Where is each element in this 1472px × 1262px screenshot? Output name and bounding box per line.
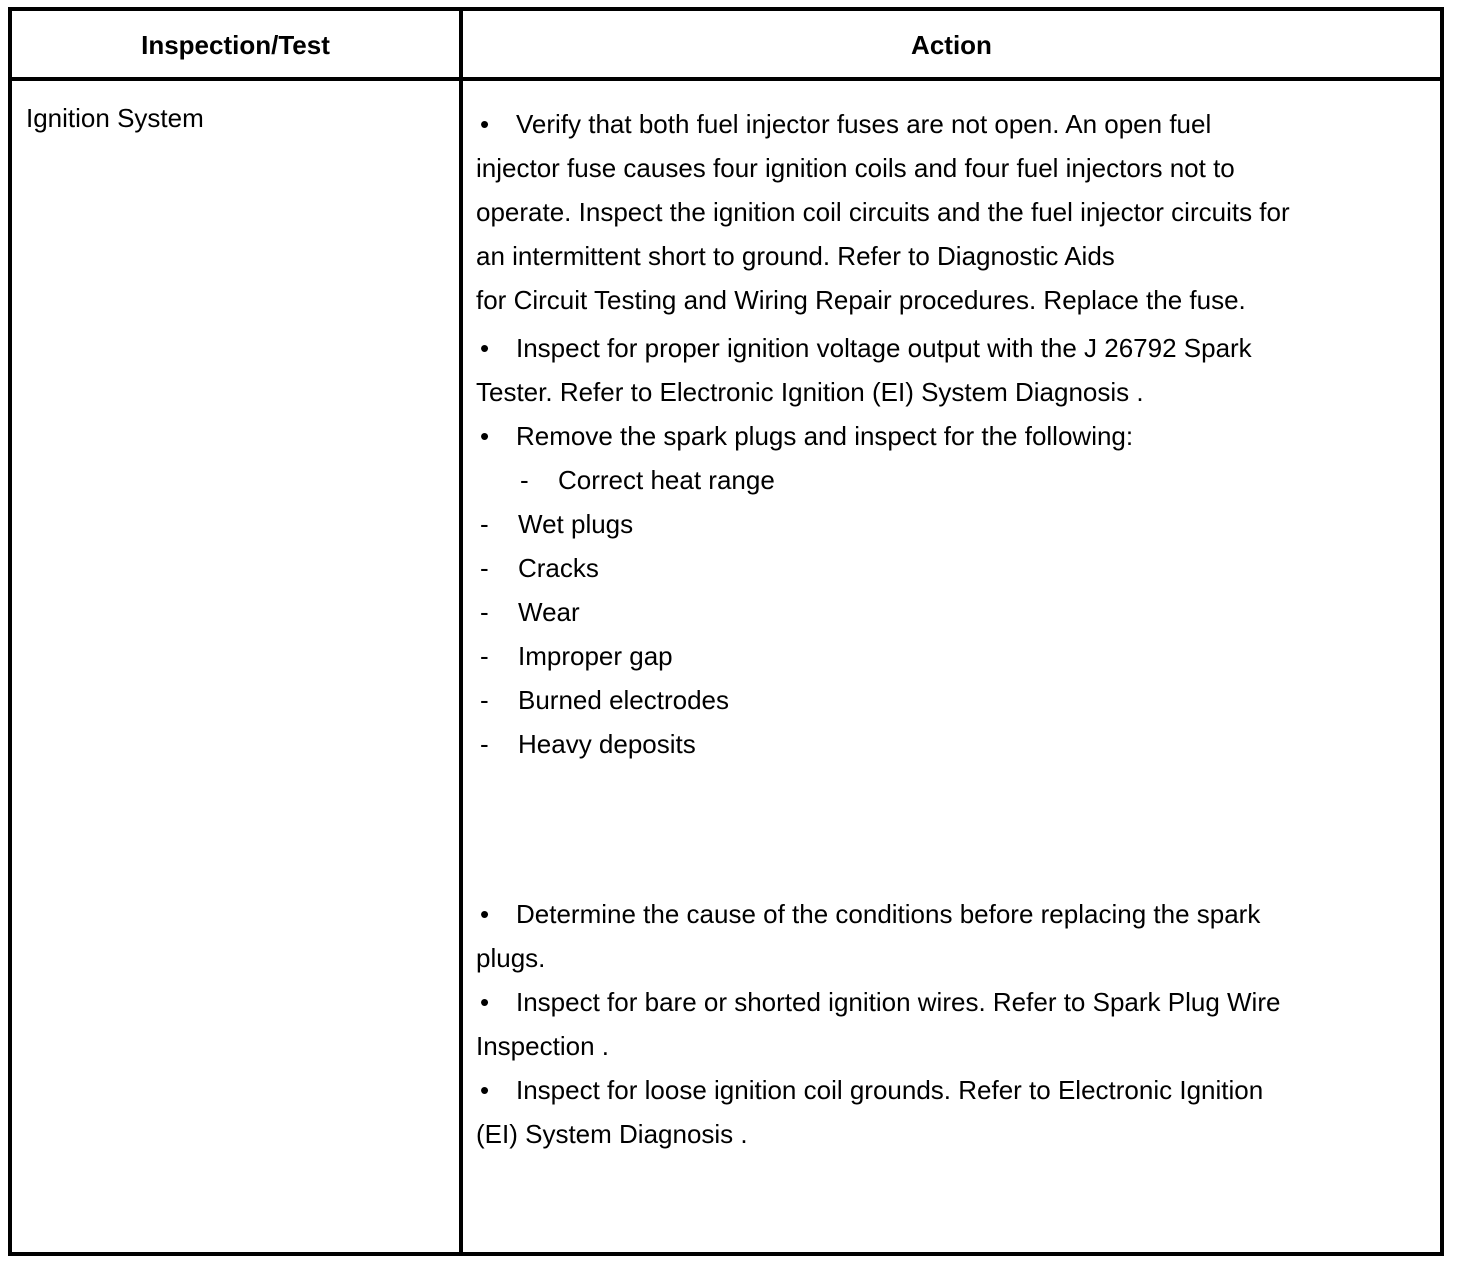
dash-icon: -: [480, 729, 489, 759]
bullet-icon: •: [480, 109, 490, 139]
text-line: operate. Inspect the ignition coil circuits and the fuel injector circuits for: [476, 197, 1290, 227]
header-action: Action: [911, 30, 992, 60]
blank-space: [476, 766, 1356, 892]
column-divider: [459, 11, 463, 1252]
bullet-item: • Remove the spark plugs and inspect for the following:: [476, 414, 1356, 458]
text-line: plugs.: [476, 943, 546, 973]
sub-list-item: - Cracks: [476, 546, 1356, 590]
dash-icon: -: [520, 465, 529, 495]
dash-icon: -: [480, 597, 489, 627]
bullet-item: • Determine the cause of the conditions before replacing the spark: [476, 892, 1356, 936]
sub-list-item: - Burned electrodes: [476, 678, 1356, 722]
action-cell: [476, 102, 1356, 1156]
bullet-item: • Inspect for bare or shorted ignition wires. Refer to Spark Plug Wire: [476, 980, 1356, 1024]
sub-list-item: - Correct heat range: [476, 458, 1356, 502]
text-line: an intermittent short to ground. Refer to Diagnostic Aids: [476, 241, 1115, 271]
bullet-icon: •: [480, 333, 490, 363]
bullet-icon: •: [480, 421, 490, 451]
diagnostic-table: [8, 7, 1444, 1256]
bullet-item: • Inspect for loose ignition coil grounds. Refer to Electronic Ignition: [476, 1068, 1356, 1112]
bullet-item: • Verify that both fuel injector fuses are not open. An open fuel: [476, 102, 1356, 146]
header-inspection-test: Inspection/Test: [141, 30, 330, 60]
text-line: for Circuit Testing and Wiring Repair procedures. Replace the fuse.: [476, 285, 1246, 315]
dash-icon: -: [480, 641, 489, 671]
text-line: (EI) System Diagnosis .: [476, 1119, 748, 1149]
dash-icon: -: [480, 685, 489, 715]
sub-list-item: - Heavy deposits: [476, 722, 1356, 766]
bullet-item: • Inspect for proper ignition voltage output with the J 26792 Spark: [476, 326, 1356, 370]
text-line: Inspection .: [476, 1031, 609, 1061]
dash-icon: -: [480, 509, 489, 539]
sub-list-item: - Improper gap: [476, 634, 1356, 678]
text-line: Tester. Refer to Electronic Ignition (EI) System Diagnosis .: [476, 377, 1144, 407]
header-divider: [12, 77, 1440, 81]
text-line: injector fuse causes four ignition coils and four fuel injectors not to: [476, 153, 1235, 183]
bullet-icon: •: [480, 1075, 490, 1105]
bullet-icon: •: [480, 987, 490, 1017]
bullet-icon: •: [480, 899, 490, 929]
sub-list-item: - Wear: [476, 590, 1356, 634]
dash-icon: -: [480, 553, 489, 583]
row-label-ignition-system: Ignition System: [26, 103, 204, 133]
sub-list-item: - Wet plugs: [476, 502, 1356, 546]
